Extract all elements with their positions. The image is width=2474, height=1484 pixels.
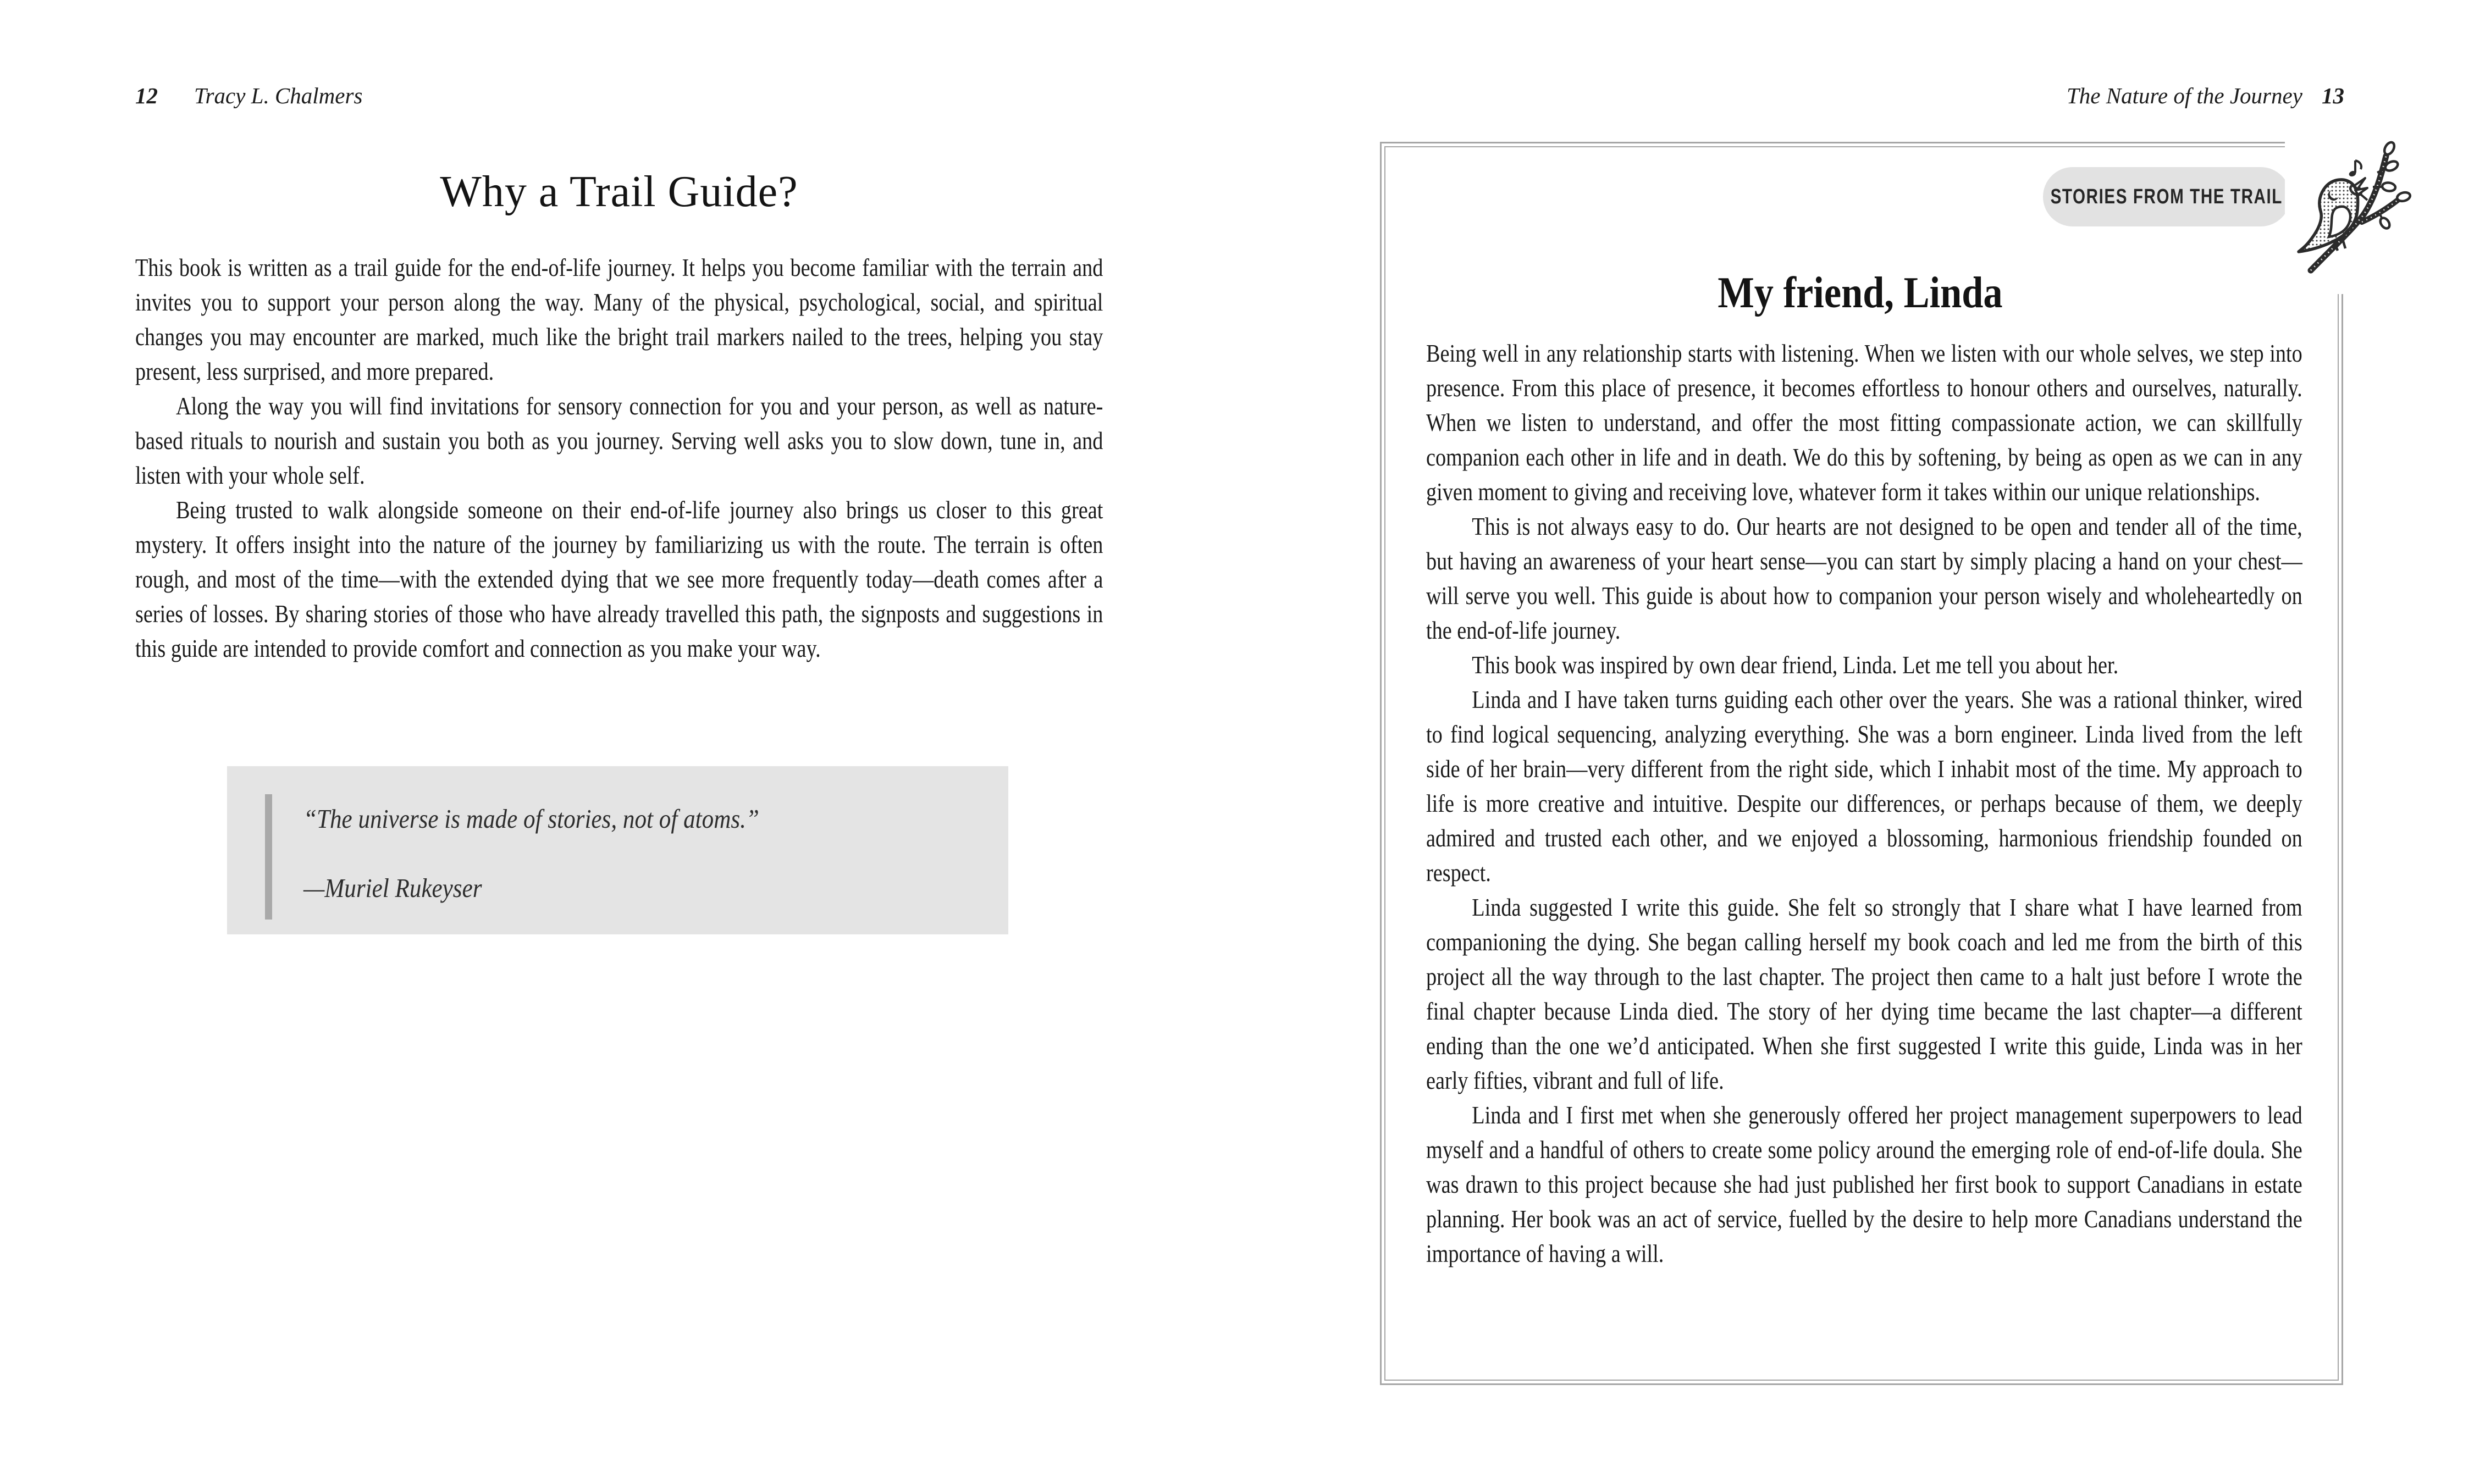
body-paragraph: Being well in any relationship starts with listening. When we listen with our whole selves, we step into presence. From this place of presence, it becomes effortless to honour others and ourselves, naturally. When we listen to understand, and offer the most fitting compassionate action, we can skillfully companion each other in life and in death. We do this by softening, by being as open as we can in any given moment to giving and receiving love, whatever form it takes within our unique relationships. [1426, 340, 2302, 506]
body-paragraph: This book is written as a trail guide for the end-of-life journey. It helps you become familiar with the terrain and invites you to support your person along the way. Many of the physical, psychological, social, and spiritual changes you may encounter are marked, much like the bright trail markers nailed to the trees, helping you stay present, less surprised, and more prepared. [135, 254, 1103, 385]
story-badge [2043, 167, 2290, 226]
body-paragraph: Linda suggested I write this guide. She felt so strongly that I share what I have learned from companioning the dying. She began calling herself my book coach and led me from the birth of this project all the way through to the last chapter. The project then came to a halt just before I wrote the final chapter because Linda died. The story of her dying time became the last chapter—a different ending than the one we’d anticipated. When she first suggested I write this guide, Linda was in her early fifties, vibrant and full of life. [1426, 894, 2302, 1094]
right-running-header [2067, 82, 2344, 109]
pull-quote [227, 766, 1008, 934]
bird-branch-icon [2285, 132, 2427, 294]
chapter-running-header: The Nature of the Journey [2067, 83, 2302, 108]
right-page-number: 13 [2322, 83, 2344, 108]
quote-attribution: —Muriel Rukeyser [303, 873, 482, 903]
story-title: My friend, Linda [1717, 269, 2003, 317]
right-body-text [1426, 336, 2302, 1271]
singing-bird-on-branch-illustration [2285, 132, 2427, 294]
quote-text: “The universe is made of stories, not of atoms.” [303, 804, 759, 834]
story-badge-label: STORIES FROM THE TRAIL [2050, 185, 2283, 208]
left-page-number: 12 [135, 83, 158, 108]
chapter-title: Why a Trail Guide? [440, 168, 798, 216]
author-running-header: Tracy L. Chalmers [194, 83, 363, 108]
body-paragraph: Being trusted to walk alongside someone on their end-of-life journey also brings us closer to this great mystery. It offers insight into the nature of the journey by familiarizing us with the route. The terrain is often rough, and most of the time—with the extended dying that we see more frequently today—death comes after a series of losses. By sharing stories of those who have already travelled this path, the signposts and suggestions in this guide are intended to provide comfort and connection as you make your way. [135, 496, 1103, 662]
body-paragraph: Linda and I have taken turns guiding each other over the years. She was a rational thinker, wired to find logical sequencing, analyzing everything. She was a born engineer. Linda lived from the left side of her brain—very different from the right side, which I inhabit most of the time. My approach to life is more creative and intuitive. Despite our differences, or perhaps because of them, we deeply admired and trusted each other, and we enjoyed a blossoming, harmonious friendship founded on respect. [1426, 686, 2302, 887]
body-paragraph: This book was inspired by own dear friend, Linda. Let me tell you about her. [1472, 651, 2119, 679]
left-body-text [135, 251, 1103, 666]
left-running-header [135, 82, 362, 109]
body-paragraph: Along the way you will find invitations for sensory connection for you and your person, as well as nature-based rituals to nourish and sustain you both as you journey. Serving well asks you to slow down, tune in, and listen with your whole self. [135, 392, 1103, 489]
quote-accent-bar [265, 794, 272, 920]
body-paragraph: This is not always easy to do. Our hearts are not designed to be open and tender all of the time, but having an awareness of your heart sense—you can start by simply placing a hand on your chest—will serve you well. This guide is about how to companion your person wisely and wholeheartedly on the end-of-life journey. [1426, 513, 2302, 644]
body-paragraph: Linda and I first met when she generously offered her project management superpowers to lead myself and a handful of others to create some policy around the emerging role of end-of-life doula. She was drawn to this project because she had just published her first book to support Canadians in estate planning. Her book was an act of service, fuelled by the desire to help more Canadians understand the importance of having a will. [1426, 1101, 2302, 1267]
